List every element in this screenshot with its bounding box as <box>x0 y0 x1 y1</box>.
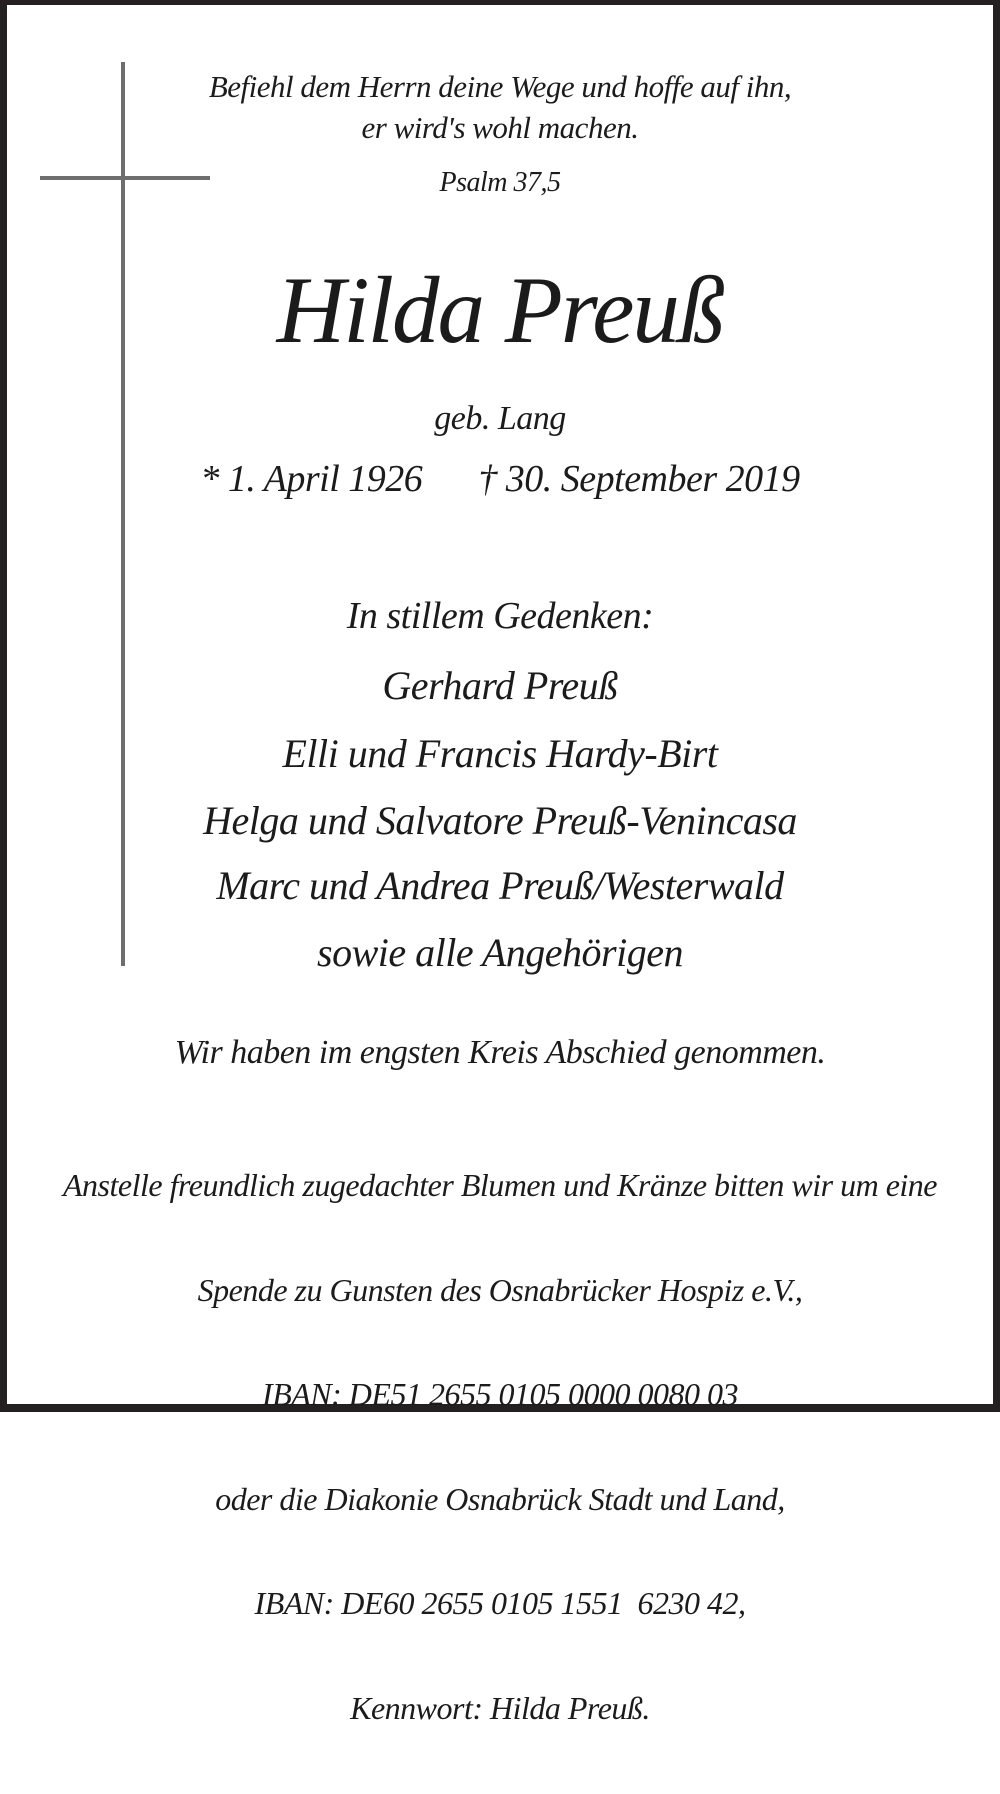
deceased-name: Hilda Preuß <box>276 257 724 363</box>
mourner-line: Helga und Salvatore Preuß-Venincasa <box>203 798 797 843</box>
birth-date: * 1. April 1926 <box>200 458 423 500</box>
psalm-reference: Psalm 37,5 <box>439 167 561 198</box>
mourner-line: sowie alle Angehörigen <box>317 930 683 975</box>
mourner-line: Gerhard Preuß <box>382 663 618 708</box>
donation-note <box>7 1101 993 1792</box>
donation-line-iban: IBAN: DE60 2655 0105 1551 6230 42, <box>254 1585 746 1621</box>
donation-keyword-line: Kennwort: Hilda Preuß. <box>350 1689 650 1726</box>
donation-line-iban: IBAN: DE51 2655 0105 0000 0080 03 <box>262 1376 738 1412</box>
mourner-line: Marc und Andrea Preuß/Westerwald <box>216 863 784 908</box>
maiden-name: geb. Lang <box>434 400 566 437</box>
donation-line: oder die Diakonie Osnabrück Stadt und Land, <box>215 1480 785 1517</box>
death-date: † 30. September 2019 <box>478 458 800 500</box>
scripture-quote-line-2: er wird's wohl machen. <box>361 110 639 145</box>
memorial-heading: In stillem Gedenken: <box>346 595 654 637</box>
donation-line: Anstelle freundlich zugedachter Blumen und Kränze bitten wir um eine <box>63 1167 937 1203</box>
farewell-statement: Wir haben im engsten Kreis Abschied genommen. <box>174 1034 826 1071</box>
life-dates <box>7 460 993 498</box>
donation-line: Spende zu Gunsten des Osnabrücker Hospiz e.V., <box>197 1271 803 1308</box>
scripture-quote-line-1: Befiehl dem Herrn deine Wege und hoffe auf ihn, <box>208 69 792 104</box>
mourner-line: Elli und Francis Hardy-Birt <box>282 731 718 776</box>
